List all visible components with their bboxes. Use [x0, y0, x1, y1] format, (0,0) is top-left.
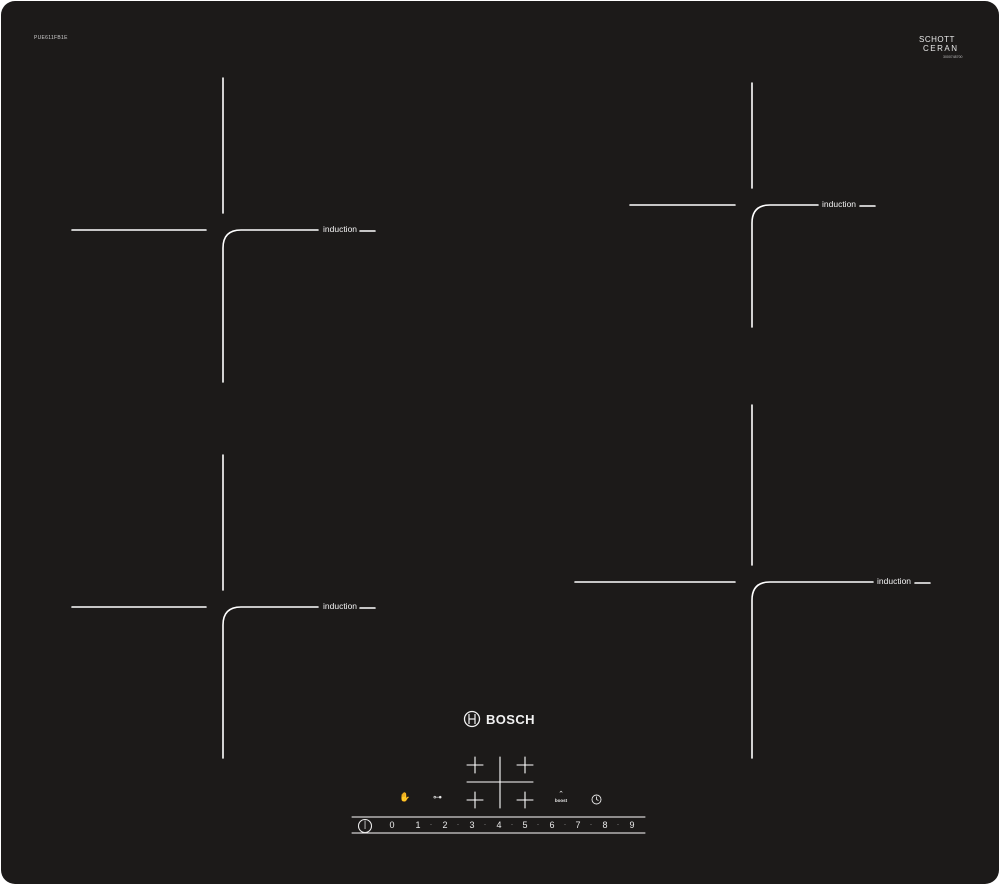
power-level-8[interactable]: 8	[602, 820, 608, 830]
zone-label-rear-left: induction	[323, 224, 358, 234]
power-level-5[interactable]: 5	[522, 820, 528, 830]
glass-brand-line1: SCHOTT	[919, 35, 955, 44]
power-level-4[interactable]: 4	[496, 820, 502, 830]
power-level-3[interactable]: 3	[469, 820, 475, 830]
zone-label-rear-right: induction	[822, 199, 857, 209]
power-level-separator: ·	[590, 822, 592, 828]
model-code: PUE611FB1E	[34, 35, 68, 41]
boost-button[interactable]	[551, 792, 571, 803]
power-level-separator: ·	[617, 822, 619, 828]
power-level-separator: ·	[537, 822, 539, 828]
power-level-7[interactable]: 7	[575, 820, 581, 830]
power-level-separator: ·	[564, 822, 566, 828]
power-level-6[interactable]: 6	[549, 820, 555, 830]
bosch-armature-icon	[463, 710, 481, 728]
zone-label-front-right: induction	[877, 576, 912, 586]
boost-label: boost	[554, 798, 568, 803]
glass-brand-line2: CERAN	[923, 44, 959, 53]
boost-icon: ⌃	[558, 791, 564, 798]
zone-label-front-left: induction	[323, 601, 358, 611]
brand-name: BOSCH	[486, 711, 535, 727]
timer-icon[interactable]	[591, 794, 602, 805]
power-level-2[interactable]: 2	[442, 820, 448, 830]
power-level-9[interactable]: 9	[629, 820, 635, 830]
power-level-separator: ·	[430, 822, 432, 828]
childlock-key-icon[interactable]: ⊶	[433, 793, 442, 803]
power-level-separator: ·	[484, 822, 486, 828]
power-level-separator: ·	[457, 822, 459, 828]
power-level-1[interactable]: 1	[415, 820, 421, 830]
power-level-0[interactable]: 0	[389, 820, 395, 830]
wipe-protection-icon[interactable]: ✋	[399, 793, 411, 803]
bosch-logo	[463, 710, 535, 728]
power-switch-symbol: |	[363, 819, 367, 829]
glass-serial: 3000748700	[943, 55, 963, 59]
zone-select-plus-icons	[467, 757, 533, 808]
power-level-separator: ·	[511, 822, 513, 828]
